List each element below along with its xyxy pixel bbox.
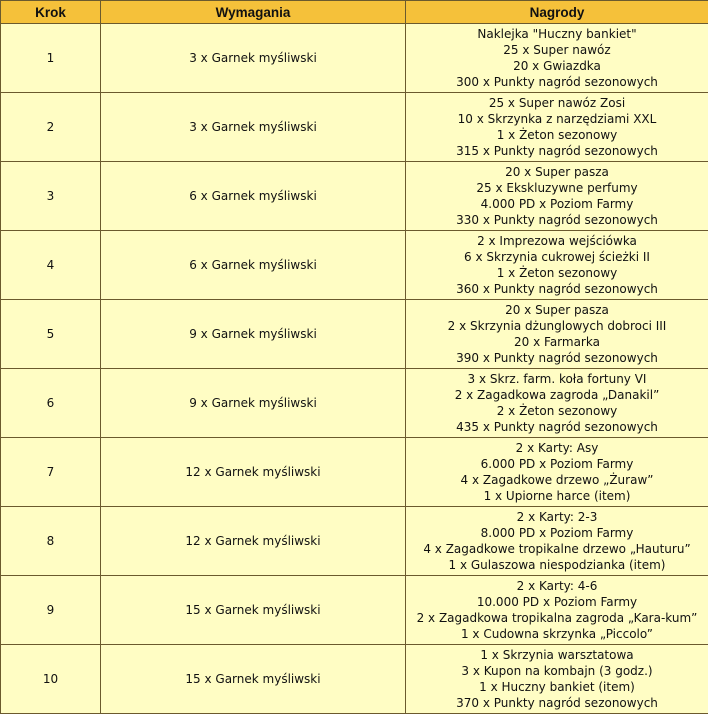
rewards-cell — [406, 507, 708, 576]
reward-item: 2 x Zagadkowa zagroda „Danakil” — [454, 388, 660, 402]
reward-item: 1 x Żeton sezonowy — [496, 128, 618, 142]
reward-item: 2 x Żeton sezonowy — [496, 404, 618, 418]
step-cell: 9 — [1, 576, 101, 645]
reward-item: 10 x Skrzynka z narzędziami XXL — [457, 112, 657, 126]
requirement-cell: 6 x Garnek myśliwski — [101, 162, 406, 231]
requirement-cell: 9 x Garnek myśliwski — [101, 300, 406, 369]
reward-item: 2 x Karty: Asy — [515, 441, 599, 455]
reward-item: 2 x Zagadkowa tropikalna zagroda „Kara-kum” — [416, 611, 698, 625]
reward-item: Naklejka "Huczny bankiet" — [477, 27, 637, 41]
reward-item: 1 x Cudowna skrzynka „Piccolo” — [460, 627, 654, 641]
reward-item: 8.000 PD x Poziom Farmy — [480, 526, 634, 540]
header-rewards: Nagrody — [406, 1, 708, 24]
rewards-cell — [406, 438, 708, 507]
step-cell: 3 — [1, 162, 101, 231]
requirement-cell: 12 x Garnek myśliwski — [101, 507, 406, 576]
rewards-cell — [406, 576, 708, 645]
reward-item: 20 x Super pasza — [505, 303, 609, 317]
step-cell: 7 — [1, 438, 101, 507]
reward-item: 4 x Zagadkowe drzewo „Żuraw” — [460, 473, 654, 487]
rewards-cell — [406, 93, 708, 162]
requirement-cell: 9 x Garnek myśliwski — [101, 369, 406, 438]
table-row — [1, 162, 708, 231]
reward-item: 6.000 PD x Poziom Farmy — [480, 457, 634, 471]
rewards-cell — [406, 231, 708, 300]
reward-item: 390 x Punkty nagród sezonowych — [456, 351, 658, 365]
table-row — [1, 576, 708, 645]
table-row — [1, 369, 708, 438]
reward-item: 1 x Żeton sezonowy — [496, 266, 618, 280]
reward-item: 370 x Punkty nagród sezonowych — [456, 696, 658, 710]
rewards-cell — [406, 645, 708, 714]
table-row — [1, 300, 708, 369]
requirement-cell: 15 x Garnek myśliwski — [101, 576, 406, 645]
reward-item: 20 x Gwiazdka — [513, 59, 601, 73]
reward-item: 10.000 PD x Poziom Farmy — [476, 595, 638, 609]
requirement-cell: 6 x Garnek myśliwski — [101, 231, 406, 300]
table-row — [1, 231, 708, 300]
step-cell: 10 — [1, 645, 101, 714]
reward-item: 20 x Super pasza — [505, 165, 609, 179]
table-row — [1, 93, 708, 162]
step-cell: 5 — [1, 300, 101, 369]
reward-item: 20 x Farmarka — [514, 335, 600, 349]
reward-item: 3 x Skrz. farm. koła fortuny VI — [467, 372, 647, 386]
table-row — [1, 645, 708, 714]
reward-item: 25 x Super nawóz — [503, 43, 611, 57]
step-cell: 8 — [1, 507, 101, 576]
reward-item: 2 x Karty: 2-3 — [516, 510, 598, 524]
requirement-cell: 3 x Garnek myśliwski — [101, 93, 406, 162]
header-row — [1, 1, 708, 24]
reward-item: 25 x Super nawóz Zosi — [488, 96, 626, 110]
step-cell: 6 — [1, 369, 101, 438]
reward-item: 2 x Karty: 4-6 — [516, 579, 598, 593]
reward-item: 4 x Zagadkowe tropikalne drzewo „Hauturu” — [423, 542, 691, 556]
requirement-cell: 3 x Garnek myśliwski — [101, 24, 406, 93]
rewards-cell — [406, 162, 708, 231]
reward-item: 360 x Punkty nagród sezonowych — [456, 282, 658, 296]
header-step: Krok — [1, 1, 101, 24]
table-row — [1, 438, 708, 507]
rewards-cell — [406, 369, 708, 438]
step-cell: 2 — [1, 93, 101, 162]
requirement-cell: 15 x Garnek myśliwski — [101, 645, 406, 714]
reward-item: 1 x Gulaszowa niespodzianka (item) — [448, 558, 666, 572]
reward-item: 435 x Punkty nagród sezonowych — [456, 420, 658, 434]
reward-item: 2 x Imprezowa wejściówka — [477, 234, 637, 248]
reward-item: 1 x Upiorne harce (item) — [483, 489, 631, 503]
table-row — [1, 507, 708, 576]
table-row — [1, 24, 708, 93]
rewards-cell — [406, 300, 708, 369]
reward-item: 6 x Skrzynia cukrowej ścieżki II — [464, 250, 650, 264]
reward-item: 2 x Skrzynia dżunglowych dobroci III — [447, 319, 667, 333]
reward-item: 315 x Punkty nagród sezonowych — [456, 144, 658, 158]
step-cell: 4 — [1, 231, 101, 300]
reward-item: 3 x Kupon na kombajn (3 godz.) — [461, 664, 653, 678]
requirement-cell: 12 x Garnek myśliwski — [101, 438, 406, 507]
reward-item: 4.000 PD x Poziom Farmy — [480, 197, 634, 211]
reward-item: 300 x Punkty nagród sezonowych — [456, 75, 658, 89]
header-requirements: Wymagania — [101, 1, 406, 24]
rewards-cell — [406, 24, 708, 93]
reward-item: 25 x Ekskluzywne perfumy — [476, 181, 638, 195]
reward-item: 1 x Huczny bankiet (item) — [479, 680, 635, 694]
reward-item: 330 x Punkty nagród sezonowych — [456, 213, 658, 227]
step-cell: 1 — [1, 24, 101, 93]
reward-item: 1 x Skrzynia warsztatowa — [480, 648, 634, 662]
